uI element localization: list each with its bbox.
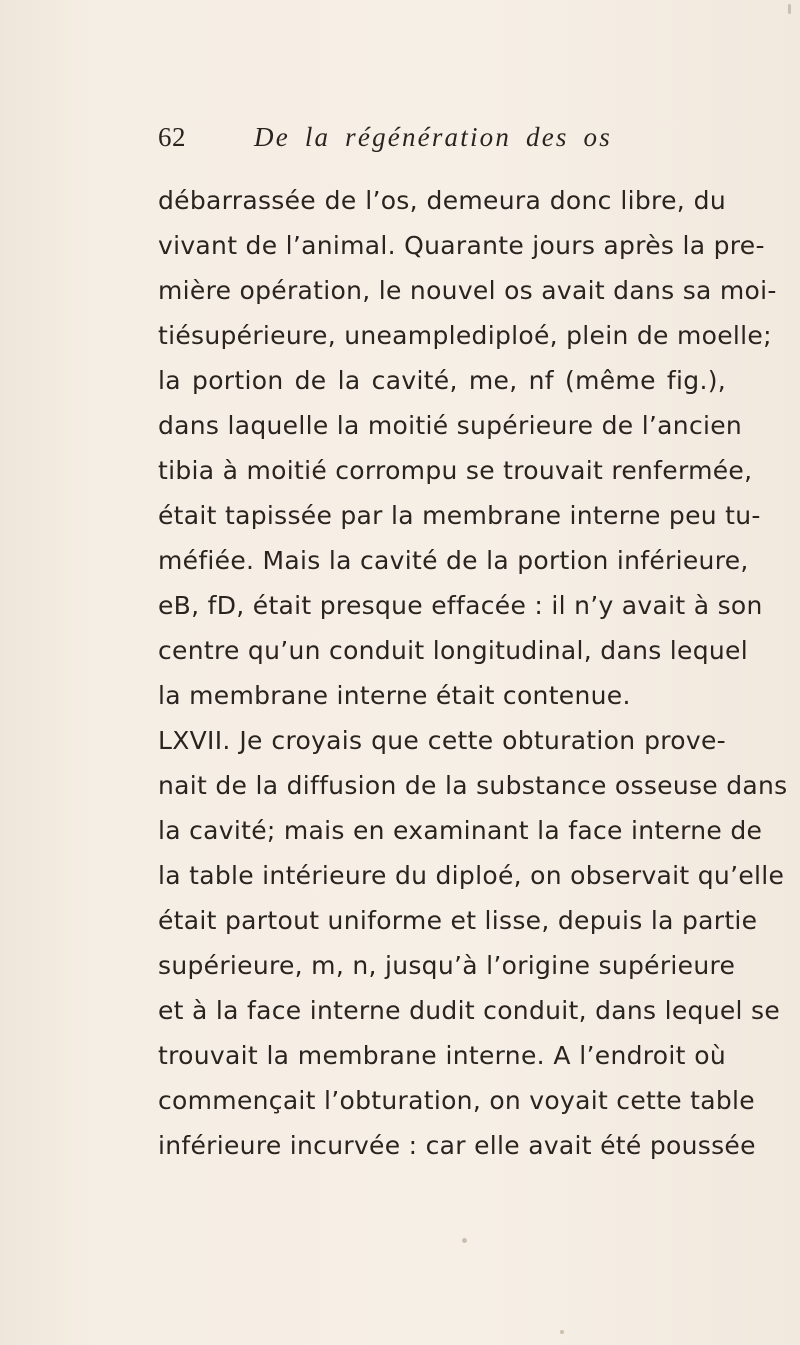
- paper-speck: [462, 1238, 467, 1243]
- page-number: 62: [158, 122, 186, 152]
- running-title: De la régénération des os: [254, 122, 612, 152]
- running-head: [158, 122, 628, 162]
- text-line: et à la face interne dudit conduit, dans lequel se: [158, 996, 781, 1025]
- paper-speck: [788, 4, 791, 14]
- text-line: la cavité; mais en examinant la face interne de: [158, 816, 763, 845]
- text-line: nait de la diffusion de la substance osseuse dans: [158, 771, 788, 800]
- text-line: vivant de l’animal. Quarante jours après la pre-: [158, 231, 765, 260]
- text-line: la portion de la cavité, me, nf (même fig.),: [158, 366, 726, 395]
- text-line: tibia à moitié corrompu se trouvait renfermée,: [158, 456, 753, 485]
- text-line: supérieure, m, n, jusqu’à l’origine supérieure: [158, 951, 736, 980]
- body-text: [158, 178, 788, 1168]
- text-line: débarrassée de l’os, demeura donc libre, du: [158, 186, 726, 215]
- text-line: mière opération, le nouvel os avait dans sa moi-: [158, 276, 777, 305]
- text-line: trouvait la membrane interne. A l’endroit où: [158, 1041, 726, 1070]
- text-line: dans laquelle la moitié supérieure de l’ancien: [158, 411, 743, 440]
- paper-speck: [560, 1330, 564, 1334]
- text-line: la table intérieure du diploé, on observait qu’elle: [158, 861, 785, 890]
- text-line: inférieure incurvée : car elle avait été poussée: [158, 1131, 756, 1160]
- text-line: tiésupérieure, uneamplediploé, plein de moelle;: [158, 321, 772, 350]
- section-start-line: LXVII. Je croyais que cette obturation prove-: [158, 726, 726, 755]
- text-line: était tapissée par la membrane interne peu tu-: [158, 501, 761, 530]
- text-line: la membrane interne était contenue.: [158, 681, 631, 710]
- text-line: méfiée. Mais la cavité de la portion inférieure,: [158, 546, 749, 575]
- text-line: commençait l’obturation, on voyait cette table: [158, 1086, 755, 1115]
- text-line: était partout uniforme et lisse, depuis la partie: [158, 906, 758, 935]
- text-line: eB, fD, était presque effacée : il n’y avait à son: [158, 591, 763, 620]
- text-line: centre qu’un conduit longitudinal, dans lequel: [158, 636, 748, 665]
